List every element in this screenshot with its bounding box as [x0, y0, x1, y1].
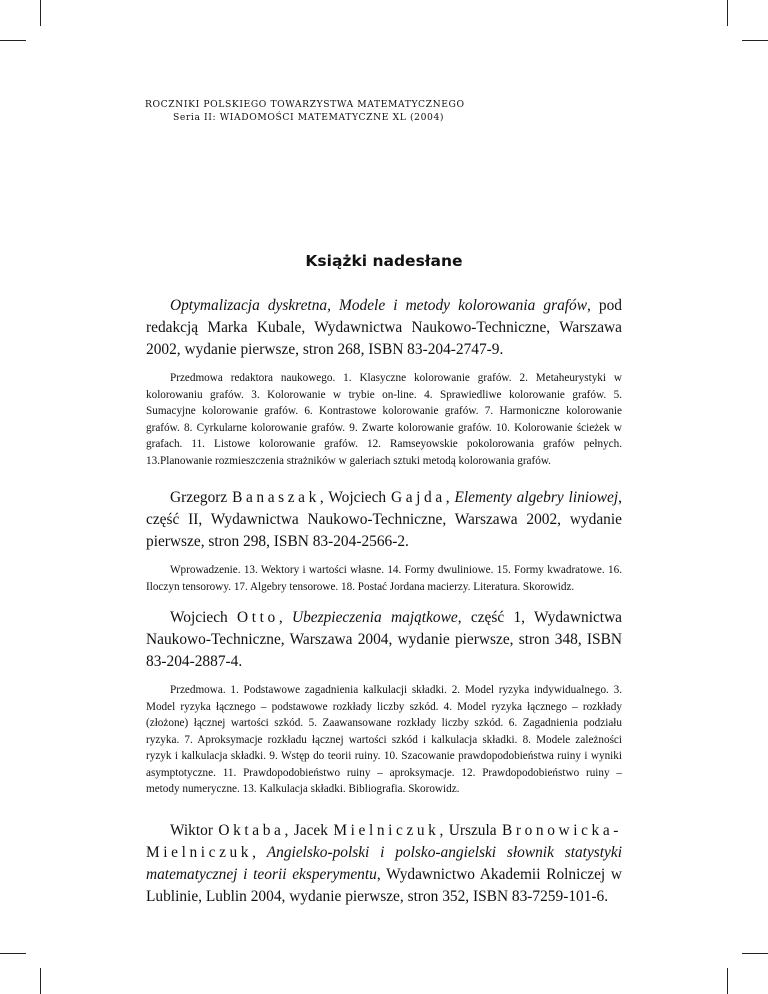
author-first-name: Jacek	[293, 822, 334, 839]
separator: ,	[252, 844, 267, 861]
book-details: , część 1, Wydawnictwa Naukowo-Techniczne, Warszawa 2004, wydanie pierwsze, stron 348, ISBN 83-204-2887-4.	[146, 609, 623, 670]
running-head	[145, 98, 625, 124]
author-first-name: Wiktor	[170, 822, 219, 839]
book-details: , pod redakcją Marka Kubale, Wydawnictwa Naukowo-Techniczne, Warszawa 2002, wydanie pierwsze, stron 268, ISBN 83-204-2747-9.	[146, 297, 622, 358]
bibliographic-record	[146, 487, 622, 553]
book-entry	[146, 820, 622, 908]
book-title: Ubezpieczenia majątkowe	[291, 609, 458, 626]
separator: ,	[439, 822, 449, 839]
author-first-name: Wojciech	[328, 489, 392, 506]
crop-mark	[0, 953, 26, 954]
author-last-name: Gajda	[391, 489, 446, 506]
page-title: Książki nadesłane	[305, 252, 463, 270]
author-first-name: Grzegorz	[170, 489, 233, 506]
separator: ,	[278, 609, 292, 626]
book-details: , część II, Wydawnictwa Naukowo-Techniczne, Warszawa 2002, wydanie pierwsze, stron 298, ISBN 83-204-2566-2.	[146, 489, 622, 550]
author-last-name: Otto	[237, 609, 279, 626]
crop-mark	[742, 953, 768, 954]
book-entry	[146, 607, 622, 798]
journal-series: Seria II: WIADOMOŚCI MATEMATYCZNE XL (2004)	[173, 112, 445, 123]
crop-mark	[40, 968, 41, 994]
book-details: , Wydawnictwo Akademii Rolniczej w Lublinie, Lublin 2004, wydanie pierwsze, stron 352, ISBN 83-7259-101-6.	[146, 866, 622, 905]
author-first-name: Wojciech	[170, 609, 238, 626]
journal-name: ROCZNIKI POLSKIEGO TOWARZYSTWA MATEMATYCZNEGO	[145, 99, 465, 110]
table-of-contents: Przedmowa redaktora naukowego. 1. Klasyczne kolorowanie grafów. 2. Metaheurystyki w kolorowaniu grafów. 3. Kolorowanie w trybie on-line. 4. Sprawiedliwe kolorowanie grafów. 5. Sumacyjne kolorowanie grafów. 6. Kontrastowe kolorowanie grafów. 7. Harmoniczne kolorowanie grafów. 8. Cyrkularne kolorowanie grafów. 9. Zwarte kolorowanie grafów. 10. Kolorowanie ścieżek w grafach. 11. Listowe kolorowanie grafów. 12. Ramseyowskie pokolorowania grafów pełnych. 13.Planowanie rozmieszczenia strażników w galeriach sztuki metodą kolorowania grafów.	[146, 372, 622, 467]
bibliographic-record	[146, 820, 622, 908]
bibliographic-record	[146, 607, 622, 673]
book-title: Elementy algebry liniowej	[454, 489, 619, 506]
table-of-contents: Przedmowa. 1. Podstawowe zagadnienia kalkulacji składki. 2. Model ryzyka indywidualnego. 3. Model ryzyka łącznego – podstawowe rozkłady liczby szkód. 4. Model ryzyka łącznego – rozkłady (złożone) łącznej wartości szkód. 5. Zaawansowane rozkłady liczby szkód. 6. Zagadnienia podziału ryzyka. 7. Aproksymacje rozkładu łącznej wartości szkód i kalkulacja składki. 8. Modele zależności ryzyk i kalkulacja składki. 9. Wstęp do teorii ruiny. 10. Szacowanie prawdopodobieństwa ruiny i wyniki asymptotyczne. 11. Prawdopodobieństwo ruiny – aproksymacje. 12. Prawdopodobieństwo ruiny – metody numeryczne. 13. Kalkulacja składki. Bibliografia. Skorowidz.	[146, 684, 622, 795]
author-last-name: Bronowicka-Mielniczuk	[146, 822, 622, 861]
crop-mark	[0, 40, 26, 41]
crop-mark	[742, 40, 768, 41]
author-last-name: Banaszak	[232, 489, 320, 506]
author-last-name: Mielniczuk	[333, 822, 440, 839]
table-of-contents: Wprowadzenie. 13. Wektory i wartości własne. 14. Formy dwuliniowe. 15. Formy kwadratowe. 16. Iloczyn tensorowy. 17. Algebry tensorowe. 18. Postać Jordana macierzy. Literatura. Skorowidz.	[146, 564, 622, 593]
book-entry	[146, 295, 622, 469]
author-first-name: Urszula	[448, 822, 503, 839]
separator: ,	[284, 822, 294, 839]
book-entry	[146, 487, 622, 595]
crop-mark	[40, 0, 41, 26]
separator: ,	[445, 489, 455, 506]
bibliographic-record	[146, 295, 622, 361]
separator: ,	[319, 489, 329, 506]
book-title: Angielsko-polski i polsko-angielski słownik statystyki matematycznej i teorii eksperymentu	[146, 844, 622, 883]
crop-mark	[727, 0, 728, 26]
crop-mark	[727, 968, 728, 994]
author-last-name: Oktaba	[218, 822, 285, 839]
book-title: Optymalizacja dyskretna, Modele i metody kolorowania grafów	[170, 297, 587, 314]
